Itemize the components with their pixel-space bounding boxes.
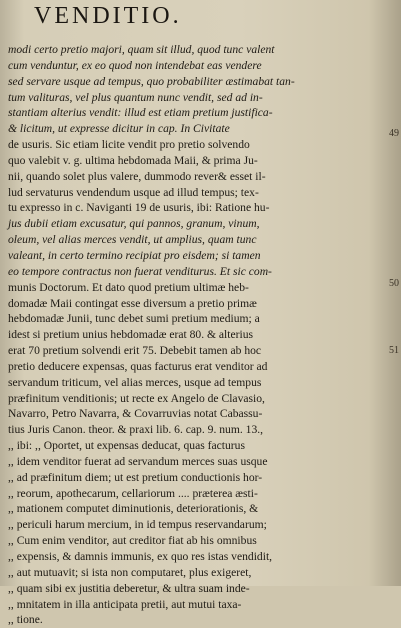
text-line: & licitum, ut expresse dicitur in cap. In Civitate [8,122,230,136]
text-line: ,, reorum, apothecarum, cellariorum .... præterea æsti- [8,486,258,500]
text-line: ,, quam sibi ex justitia deberetur, & ultra suam inde- [8,581,250,595]
text-line: ,, idem venditor fuerat ad servandum merces suas usque [8,454,268,468]
text-line: pretio deducere expensas, quas facturus erat venditor ad [8,359,268,373]
margin-number: 50 [389,278,399,289]
text-line: hebdomadæ Junii, tunc debet sumi pretium medium; a [8,312,260,326]
text-line: ,, tione. [8,613,43,627]
text-line: de usuris. Sic etiam licite vendit pro pretio solvendo [8,138,250,152]
text-line: ,, ibi: ,, Oportet, ut expensas deducat, quas facturus [8,439,245,453]
text-line: oleum, vel alias merces vendit, ut amplius, quam tunc [8,233,257,247]
text-line: tius Juris Canon. theor. & praxi lib. 6. cap. 9. num. 13., [8,423,264,437]
text-line: domadæ Maii contingat esse diversum a pretio primæ [8,296,257,310]
text-line: munis Doctorum. Et dato quod pretium ultimæ heb- [8,280,249,294]
margin-number: 49 [389,128,399,139]
text-line: stantiam alterius vendit: illud est etiam pretium justifica- [8,106,273,120]
text-line: quo valebit v. g. ultima hebdomada Maii, & prima Ju- [8,153,258,167]
text-line: ,, mationem computet diminutionis, deteriorationis, & [8,502,259,516]
text-line: sed servare usque ad tempus, quo probabiliter æstimabat tan- [8,74,295,88]
text-line: idest si pretium unius hebdomadæ erat 80. & alterius [8,328,254,342]
text-line: nii, quando solet plus valere, dummodo rever& esset il- [8,169,266,183]
text-line: modi certo pretio majori, quam sit illud, quod tunc valent [8,43,275,56]
text-line: præfinitum venditionis; ut recte ex Angelo de Clavasio, [8,391,265,405]
text-line: cum venduntur, ex eo quod non intendebat eas vendere [8,58,262,72]
body-text [8,42,376,628]
margin-number: 51 [389,345,399,356]
text-line: ,, expensis, & damnis immunis, ex quo res istas vendidit, [8,550,273,563]
text-line: jus dubii etiam excusatur, qui pannos, granum, vinum, [8,217,260,231]
text-line: tu expresso in c. Naviganti 19 de usuris, ibi: Ratione hu- [8,201,270,215]
text-line: eo tempore contractus non fuerat venditurus. Et sic com- [8,264,272,278]
text-line: ,, Cum enim venditor, aut creditor fiat ab his omnibus [8,534,257,548]
text-line: ,, periculi harum mercium, in id tempus reservandarum; [8,518,267,532]
text-line: valeant, in certo termino recipiat pro eisdem; si tamen [8,248,261,262]
text-line: ,, aut mutuavit; si ista non computaret, plus exigeret, [8,565,252,579]
running-head: VENDITIO. [34,3,182,29]
text-line: Navarro, Petro Navarra, & Covarruvias notat Cabassu- [8,407,263,421]
text-line: ,, mnitatem in illa anticipata pretii, aut mutui taxa- [8,597,242,611]
text-line: tum valituras, vel plus quantum nunc vendit, sed ad in- [8,90,263,104]
text-line: servandum triticum, vel alias merces, usque ad tempus [8,375,262,389]
text-line: erat 70 pretium solvendi erit 75. Debebit tamen ab hoc [8,344,262,358]
text-line: lud servaturus vendendum usque ad illud tempus; tex- [8,185,259,199]
text-line: ,, ad præfinitum diem; ut est pretium conductionis hor- [8,470,263,484]
